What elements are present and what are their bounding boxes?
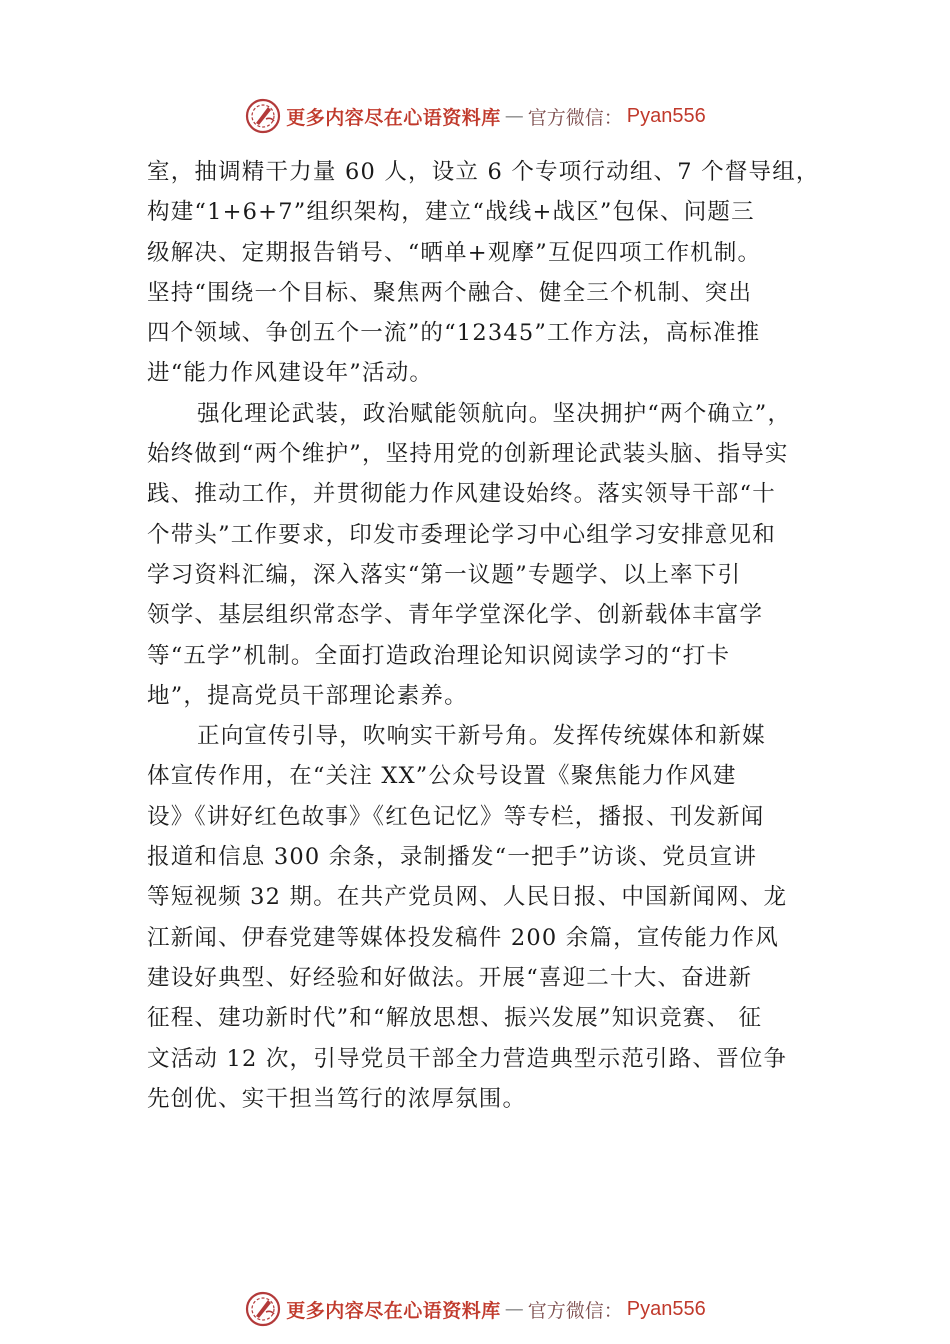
- page-footer-banner: [0, 1287, 950, 1331]
- body-line: 等“五学”机制。全面打造政治理论知识阅读学习的“打卡: [147, 642, 731, 669]
- body-line: 领学、基层组织常态学、青年学堂深化学、创新载体丰富学: [147, 602, 764, 629]
- body-line: 构建“1+6+7”组织架构，建立“战线+战区”包保、问题三: [147, 199, 755, 226]
- paragraph-first-line: 正向宣传引导，吹响实干新号角。发挥传统媒体和新媒: [197, 723, 766, 750]
- seal-logo-icon: [244, 97, 282, 135]
- footer-site-text: 更多内容尽在心语资料库: [286, 1299, 501, 1322]
- body-line: 征程、建功新时代”和“解放思想、振兴发展”知识竞赛、 征: [147, 1005, 763, 1032]
- body-line: 学习资料汇编，深入落实“第一议题”专题学、以上率下引: [147, 561, 742, 588]
- body-line: 践、推动工作，并贯彻能力作风建设始终。落实领导干部“十: [147, 481, 776, 508]
- body-line: 文活动 12 次，引导党员干部全力营造典型示范引路、晋位争: [147, 1045, 788, 1072]
- body-line: 级解决、定期报告销号、“晒单+观摩”互促四项工作机制。: [147, 239, 762, 266]
- header-wechat-id: Pyan556: [626, 104, 706, 127]
- body-line: 室，抽调精干力量 60 人，设立 6 个专项行动组、7 个督导组，: [147, 159, 820, 185]
- body-line: 进“能力作风建设年”活动。: [147, 360, 434, 387]
- body-line: 个带头”工作要求，印发市委理论学习中心组学习安排意见和: [147, 521, 776, 548]
- header-separator: —: [504, 105, 524, 127]
- footer-wechat-label: 官方微信：: [527, 1299, 623, 1322]
- page-header-banner: [0, 94, 950, 138]
- body-line: 始终做到“两个维护”，坚持用党的创新理论武装头脑、指导实: [147, 441, 789, 468]
- header-site-text: 更多内容尽在心语资料库: [286, 106, 501, 129]
- footer-wechat-id: Pyan556: [626, 1297, 706, 1320]
- body-line: 报道和信息 300 余条，录制播发“一把手”访谈、党员宣讲: [147, 844, 758, 871]
- footer-separator: —: [504, 1298, 524, 1320]
- document-body: [147, 152, 819, 1119]
- body-line: 建设好典型、好经验和好做法。开展“喜迎二十大、奋进新: [147, 964, 753, 991]
- body-line: 江新闻、伊春党建等媒体投发稿件 200 余篇，宣传能力作风: [147, 924, 780, 951]
- body-line: 体宣传作用，在“关注 XX”公众号设置《聚焦能力作风建: [147, 763, 737, 790]
- paragraph-first-line: 强化理论武装，政治赋能领航向。坚决拥护“两个确立”，: [197, 400, 792, 427]
- body-line: 先创优、实干担当笃行的浓厚氛围。: [147, 1085, 527, 1112]
- body-line: 四个领域、争创五个一流”的“12345”工作方法，高标准推: [147, 320, 761, 347]
- body-line: 坚持“围绕一个目标、聚焦两个融合、健全三个机制、突出: [147, 279, 753, 306]
- body-line: 等短视频 32 期。在共产党员网、人民日报、中国新闻网、龙: [147, 884, 788, 911]
- body-line: 设》《讲好红色故事》《红色记忆》等专栏，播报、刊发新闻: [147, 803, 765, 830]
- body-line: 地”，提高党员干部理论素养。: [147, 682, 468, 709]
- seal-logo-icon: [244, 1290, 282, 1328]
- header-wechat-label: 官方微信：: [527, 106, 623, 129]
